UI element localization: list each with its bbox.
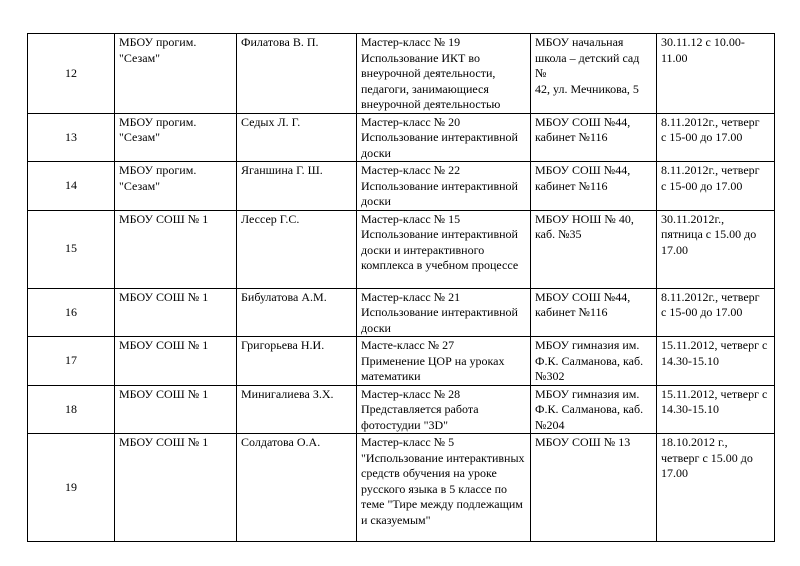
organization-cell	[115, 337, 237, 386]
table-row	[28, 162, 775, 211]
topic-cell	[357, 34, 531, 114]
venue-cell	[531, 113, 657, 162]
organization: МБОУ СОШ № 1	[119, 435, 209, 449]
organization-cell	[115, 288, 237, 337]
venue: МБОУ СОШ № 13	[535, 435, 631, 449]
topic-cell	[357, 288, 531, 337]
venue-cell	[531, 385, 657, 434]
date-cell	[657, 34, 775, 114]
date-time: 18.10.2012 г., четверг с 15.00 до 17.00	[661, 435, 753, 480]
teacher-name: Минигалиева З.Х.	[241, 386, 334, 401]
date-time: 8.11.2012г., четверг с 15-00 до 17.00	[661, 289, 760, 319]
venue-cell	[531, 162, 657, 211]
date-cell	[657, 288, 775, 337]
venue: МБОУ СОШ №44, кабинет №116	[535, 114, 631, 144]
table-row	[28, 385, 775, 434]
date-time: 30.11.12 с 10.00- 11.00	[661, 35, 745, 65]
row-number: 15	[28, 210, 115, 288]
master-class-topic: Мастер-класс № 5 "Использование интерактивных средств обучения на уроке русского языка в 5 классе по теме "Тире между подлежащим и сказуемым"	[361, 435, 525, 527]
master-class-topic: Мастер-класс № 22 Использование интерактивной доски	[361, 163, 518, 208]
date-cell	[657, 337, 775, 386]
row-number: 12	[28, 34, 115, 114]
organization-cell	[115, 434, 237, 542]
teacher-name: Седых Л. Г.	[241, 114, 301, 129]
organization-cell	[115, 113, 237, 162]
topic-cell	[357, 337, 531, 386]
organization: МБОУ СОШ № 1	[119, 386, 209, 401]
organization-cell	[115, 385, 237, 434]
master-class-schedule-table	[27, 33, 775, 542]
row-number: 16	[28, 288, 115, 337]
organization-cell	[115, 210, 237, 288]
date-time: 30.11.2012г., пятница с 15.00 до 17.00	[661, 211, 757, 257]
teacher-cell	[237, 210, 357, 288]
organization: МБОУ прогим. "Сезам"	[119, 114, 197, 144]
date-cell	[657, 113, 775, 162]
date-cell	[657, 210, 775, 288]
venue: МБОУ начальная школа – детский сад № 42, ул. Мечникова, 5	[535, 35, 640, 96]
date-time: 15.11.2012, четверг с 14.30-15.10	[661, 338, 768, 368]
date-cell	[657, 162, 775, 211]
teacher-cell	[237, 162, 357, 211]
teacher-cell	[237, 113, 357, 162]
teacher-name: Яганшина Г. Ш.	[241, 163, 323, 177]
date-time: 8.11.2012г., четверг с 15-00 до 17.00	[661, 163, 760, 193]
topic-cell	[357, 162, 531, 211]
date-cell	[657, 434, 775, 542]
teacher-cell	[237, 385, 357, 434]
row-number: 19	[28, 434, 115, 542]
organization: МБОУ прогим. "Сезам"	[119, 163, 197, 193]
master-class-topic: Мастер-класс № 21 Использование интерактивной доски	[361, 289, 518, 335]
venue: МБОУ СОШ №44, кабинет №116	[535, 163, 631, 193]
table-row	[28, 337, 775, 386]
venue-cell	[531, 434, 657, 542]
organization: МБОУ СОШ № 1	[119, 211, 209, 226]
date-time: 8.11.2012г., четверг с 15-00 до 17.00	[661, 114, 760, 144]
teacher-name: Лессер Г.С.	[241, 211, 300, 226]
teacher-cell	[237, 34, 357, 114]
master-class-topic: Мастер-класс № 28 Представляется работа фотостудии "3D"	[361, 386, 479, 432]
master-class-topic: Мастер-класс № 19 Использование ИКТ во внеурочной деятельности, педагоги, занимающиеся внеурочной деятельностью	[361, 35, 501, 111]
table-row	[28, 113, 775, 162]
table-row	[28, 34, 775, 114]
table-row	[28, 210, 775, 288]
row-number: 14	[28, 162, 115, 211]
organization: МБОУ прогим. "Сезам"	[119, 35, 197, 65]
row-number: 17	[28, 337, 115, 386]
venue-cell	[531, 288, 657, 337]
teacher-cell	[237, 434, 357, 542]
teacher-name: Филатова В. П.	[241, 35, 319, 49]
topic-cell	[357, 113, 531, 162]
date-cell	[657, 385, 775, 434]
teacher-name: Солдатова О.А.	[241, 435, 321, 449]
venue: МБОУ гимназия им. Ф.К. Салманова, каб. №204	[535, 386, 644, 432]
table-row	[28, 434, 775, 542]
venue-cell	[531, 210, 657, 288]
venue: МБОУ СОШ №44, кабинет №116	[535, 289, 631, 319]
organization-cell	[115, 34, 237, 114]
venue-cell	[531, 337, 657, 386]
row-number: 18	[28, 385, 115, 434]
teacher-name: Григорьева Н.И.	[241, 338, 325, 352]
row-number: 13	[28, 113, 115, 162]
organization-cell	[115, 162, 237, 211]
teacher-name: Бибулатова А.М.	[241, 289, 327, 304]
organization: МБОУ СОШ № 1	[119, 289, 209, 304]
organization: МБОУ СОШ № 1	[119, 338, 209, 352]
venue: МБОУ гимназия им. Ф.К. Салманова, каб. №302	[535, 338, 644, 383]
table-row	[28, 288, 775, 337]
teacher-cell	[237, 288, 357, 337]
venue: МБОУ НОШ № 40, каб. №35	[535, 211, 634, 241]
topic-cell	[357, 434, 531, 542]
teacher-cell	[237, 337, 357, 386]
venue-cell	[531, 34, 657, 114]
topic-cell	[357, 210, 531, 288]
master-class-topic: Мастер-класс № 15 Использование интерактивной доски и интерактивного комплекса в учебном процессе	[361, 211, 519, 272]
master-class-topic: Масте-класс № 27 Применение ЦОР на уроках математики	[361, 338, 505, 383]
master-class-topic: Мастер-класс № 20 Использование интерактивной доски	[361, 114, 518, 160]
date-time: 15.11.2012, четверг с 14.30-15.10	[661, 386, 768, 416]
topic-cell	[357, 385, 531, 434]
